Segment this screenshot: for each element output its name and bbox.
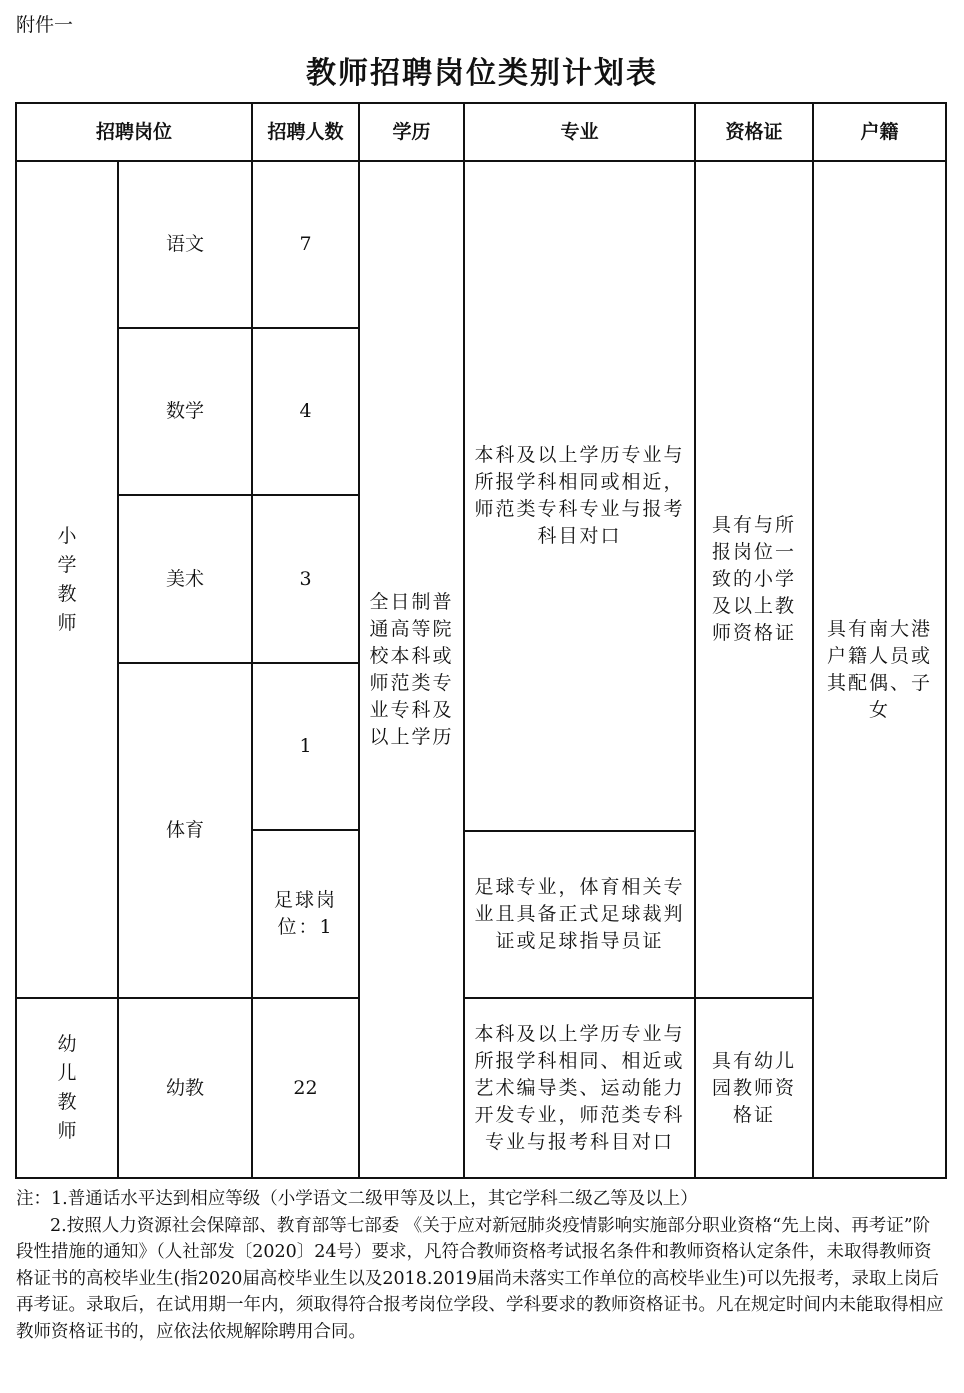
- subject-chinese: 语文: [118, 161, 252, 328]
- table-row-kindergarten: [16, 998, 946, 1178]
- table-row-chinese: [16, 161, 946, 328]
- education-requirement: 全日制普通高等院校本科或师范类专业专科及以上学历: [359, 161, 464, 1178]
- primary-teacher-group-cell: [16, 161, 118, 998]
- header-row: [16, 103, 946, 161]
- header-education: 学历: [359, 103, 464, 161]
- recruitment-plan-table: [15, 102, 947, 1179]
- subject-pe: 体育: [118, 663, 252, 998]
- residence-requirement: 具有南大港户籍人员或其配偶、子女: [813, 161, 946, 1178]
- header-count: 招聘人数: [252, 103, 359, 161]
- major-kindergarten: 本科及以上学历专业与所报学科相同、相近或艺术编导类、运动能力开发专业，师范类专科专业与报考科目对口: [464, 998, 695, 1178]
- attachment-label: 附件一: [16, 14, 74, 36]
- header-certificate: 资格证: [695, 103, 813, 161]
- primary-teacher-group: 小学教师: [57, 524, 77, 634]
- notes: [16, 1186, 946, 1345]
- page-title: 教师招聘岗位类别计划表: [306, 56, 658, 91]
- subject-kindergarten: 幼教: [118, 998, 252, 1178]
- kindergarten-teacher-group-cell: [16, 998, 118, 1178]
- note-1: 注：1.普通话水平达到相应等级（小学语文二级甲等及以上，其它学科二级乙等及以上）: [16, 1189, 698, 1209]
- count-kindergarten: 22: [252, 998, 359, 1178]
- certificate-kindergarten: 具有幼儿园教师资格证: [695, 998, 813, 1178]
- count-football: 足球岗位：1: [252, 830, 359, 998]
- major-football: 足球专业，体育相关专业且具备正式足球裁判证或足球指导员证: [464, 831, 695, 998]
- header-residence: 户籍: [813, 103, 946, 161]
- count-math: 4: [252, 328, 359, 495]
- header-position: 招聘岗位: [16, 103, 252, 161]
- note-2: 2.按照人力资源社会保障部、教育部等七部委 《关于应对新冠肺炎疫情影响实施部分职业资格“先上岗、再考证”阶段性措施的通知》（人社部发〔2020〕24号）要求，凡符合教师资格考试报名条件和教师资格认定条件，未取得教师资格证书的高校毕业生(指2020届高校毕业生以及2018.2019届尚未落实工作单位的高校毕业生)可以先报考，录取上岗后再考证。录取后，在试用期一年内，须取得符合报考岗位学段、学科要求的教师资格证书。凡在规定时间内未能取得相应教师资格证书的，应依法依规解除聘用合同。: [16, 1215, 944, 1342]
- count-pe: 1: [252, 663, 359, 830]
- major-primary: 本科及以上学历专业与所报学科相同或相近，师范类专科专业与报考科目对口: [464, 161, 695, 831]
- subject-art: 美术: [118, 495, 252, 663]
- count-art: 3: [252, 495, 359, 663]
- header-major: 专业: [464, 103, 695, 161]
- certificate-primary: 具有与所报岗位一致的小学及以上教师资格证: [695, 161, 813, 998]
- kindergarten-teacher-group: 幼儿教师: [57, 1033, 77, 1142]
- subject-math: 数学: [118, 328, 252, 495]
- count-chinese: 7: [252, 161, 359, 328]
